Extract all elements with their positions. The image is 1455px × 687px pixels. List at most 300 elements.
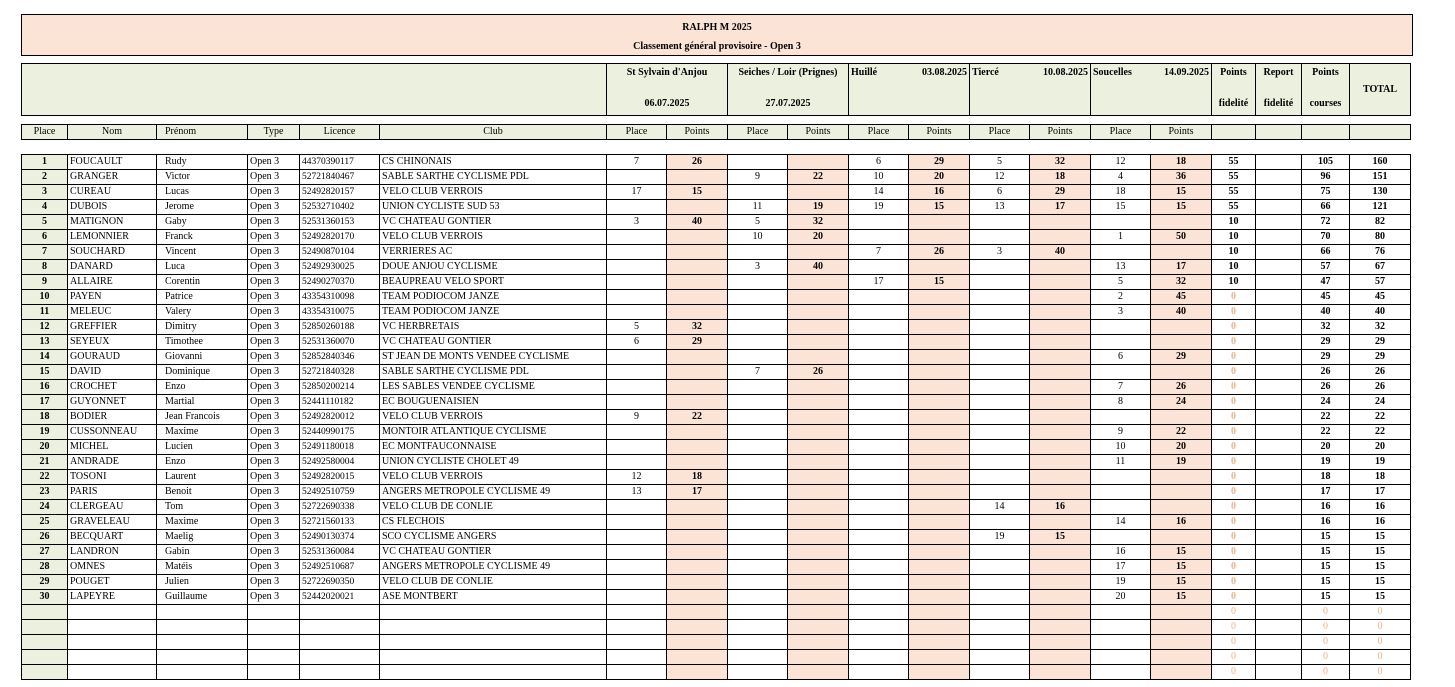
cell-club: ST JEAN DE MONTS VENDEE CYCLISME bbox=[380, 350, 607, 365]
cell-report-fidelite bbox=[1256, 320, 1302, 335]
cell-race-points bbox=[909, 425, 970, 440]
table-row bbox=[22, 320, 1411, 335]
cell-race-points: 32 bbox=[1151, 275, 1212, 290]
table-row bbox=[22, 515, 1411, 530]
cell-total: 32 bbox=[1350, 320, 1411, 335]
cell-club: TEAM PODIOCOM JANZE bbox=[380, 305, 607, 320]
cell-place: 11 bbox=[22, 305, 68, 320]
cell-licence: 52492820157 bbox=[300, 185, 380, 200]
cell-place-empty bbox=[22, 650, 68, 665]
cell-points-courses: 96 bbox=[1302, 170, 1350, 185]
cell-club: ANGERS METROPOLE CYCLISME 49 bbox=[380, 485, 607, 500]
cell-race-place: 17 bbox=[849, 275, 909, 290]
cell-zero: 0 bbox=[1302, 620, 1350, 635]
cell-race-place bbox=[849, 230, 909, 245]
cell-prenom: Victor bbox=[157, 170, 248, 185]
cell-race-points bbox=[667, 380, 728, 395]
cell-race-points bbox=[909, 470, 970, 485]
cell-race-points bbox=[788, 455, 849, 470]
cell-licence: 52490870104 bbox=[300, 245, 380, 260]
cell-empty bbox=[1091, 665, 1151, 680]
cell-empty-points bbox=[909, 605, 970, 620]
spacer-cell bbox=[22, 140, 1411, 155]
cell-total: 24 bbox=[1350, 395, 1411, 410]
cell-points-fidelite: 55 bbox=[1212, 170, 1256, 185]
col-header-race-points: Points bbox=[1030, 125, 1091, 140]
cell-race-points bbox=[667, 290, 728, 305]
cell-points-fidelite: 0 bbox=[1212, 470, 1256, 485]
cell-prenom: Enzo bbox=[157, 380, 248, 395]
cell-club: VELO CLUB VERROIS bbox=[380, 230, 607, 245]
cell-race-place: 10 bbox=[728, 230, 788, 245]
cell-type: Open 3 bbox=[248, 545, 300, 560]
cell-race-place: 6 bbox=[970, 185, 1030, 200]
cell-race-place bbox=[849, 515, 909, 530]
cell-type: Open 3 bbox=[248, 365, 300, 380]
cell-race-place bbox=[728, 380, 788, 395]
col-header-race-points: Points bbox=[667, 125, 728, 140]
cell-nom: SEYEUX bbox=[68, 335, 157, 350]
cell-type: Open 3 bbox=[248, 590, 300, 605]
cell-points-courses: 105 bbox=[1302, 155, 1350, 170]
cell-race-points: 22 bbox=[788, 170, 849, 185]
cell-type: Open 3 bbox=[248, 560, 300, 575]
empty-row bbox=[22, 620, 1411, 635]
col-header-club: Club bbox=[380, 125, 607, 140]
cell-type: Open 3 bbox=[248, 215, 300, 230]
cell-club: SABLE SARTHE CYCLISME PDL bbox=[380, 365, 607, 380]
cell-race-place: 14 bbox=[970, 500, 1030, 515]
cell-empty bbox=[728, 650, 788, 665]
cell-type: Open 3 bbox=[248, 275, 300, 290]
cell-points-courses: 57 bbox=[1302, 260, 1350, 275]
cell-race-points: 29 bbox=[909, 155, 970, 170]
cell-race-place bbox=[849, 380, 909, 395]
cell-race-place: 7 bbox=[728, 365, 788, 380]
cell-licence: 43354310075 bbox=[300, 305, 380, 320]
cell-empty bbox=[248, 635, 300, 650]
cell-nom: POUGET bbox=[68, 575, 157, 590]
cell-report-fidelite bbox=[1256, 155, 1302, 170]
cell-total: 26 bbox=[1350, 365, 1411, 380]
cell-race-place bbox=[728, 545, 788, 560]
cell-points-courses: 24 bbox=[1302, 395, 1350, 410]
cell-race-points bbox=[1030, 395, 1091, 410]
cell-race-place bbox=[970, 365, 1030, 380]
cell-empty bbox=[607, 605, 667, 620]
cell-race-place bbox=[607, 260, 667, 275]
cell-prenom: Giovanni bbox=[157, 350, 248, 365]
table-row bbox=[22, 560, 1411, 575]
cell-points-courses: 45 bbox=[1302, 290, 1350, 305]
cell-licence: 52492820015 bbox=[300, 470, 380, 485]
cell-race-points bbox=[788, 410, 849, 425]
points-fidelite-header: Points fidelité bbox=[1212, 64, 1256, 116]
cell-total: 57 bbox=[1350, 275, 1411, 290]
col-header-blank bbox=[1302, 125, 1350, 140]
cell-race-points bbox=[788, 290, 849, 305]
cell-prenom: Luca bbox=[157, 260, 248, 275]
cell-race-place bbox=[728, 575, 788, 590]
cell-race-points: 15 bbox=[1030, 530, 1091, 545]
cell-empty bbox=[300, 635, 380, 650]
cell-race-points: 32 bbox=[667, 320, 728, 335]
cell-club: VELO CLUB VERROIS bbox=[380, 410, 607, 425]
cell-points-courses: 22 bbox=[1302, 425, 1350, 440]
table-row bbox=[22, 275, 1411, 290]
cell-race-place bbox=[607, 290, 667, 305]
cell-zero: 0 bbox=[1212, 665, 1256, 680]
cell-race-points bbox=[667, 200, 728, 215]
cell-race-points bbox=[1030, 320, 1091, 335]
cell-place: 25 bbox=[22, 515, 68, 530]
cell-race-points: 32 bbox=[1030, 155, 1091, 170]
cell-nom: DANARD bbox=[68, 260, 157, 275]
cell-prenom: Guillaume bbox=[157, 590, 248, 605]
cell-empty-points bbox=[788, 635, 849, 650]
cell-zero: 0 bbox=[1350, 620, 1411, 635]
cell-points-courses: 66 bbox=[1302, 245, 1350, 260]
cell-race-place bbox=[728, 410, 788, 425]
race-2-header: Seiches / Loir (Prignes) 27.07.2025 bbox=[728, 64, 849, 116]
cell-race-points bbox=[1151, 245, 1212, 260]
cell-place-empty bbox=[22, 605, 68, 620]
cell-points-fidelite: 0 bbox=[1212, 515, 1256, 530]
cell-empty bbox=[970, 620, 1030, 635]
cell-empty bbox=[248, 665, 300, 680]
empty-row bbox=[22, 635, 1411, 650]
col-header-race-place: Place bbox=[849, 125, 909, 140]
cell-race-points bbox=[788, 425, 849, 440]
cell-race-points bbox=[909, 410, 970, 425]
cell-race-points bbox=[667, 170, 728, 185]
cell-race-points: 17 bbox=[1030, 200, 1091, 215]
cell-report-fidelite bbox=[1256, 530, 1302, 545]
cell-race-place: 6 bbox=[607, 335, 667, 350]
col-header-race-place: Place bbox=[970, 125, 1030, 140]
cell-nom: DUBOIS bbox=[68, 200, 157, 215]
cell-race-points bbox=[667, 395, 728, 410]
cell-race-points bbox=[909, 320, 970, 335]
cell-licence: 52492580004 bbox=[300, 455, 380, 470]
cell-points-courses: 16 bbox=[1302, 515, 1350, 530]
table-row bbox=[22, 365, 1411, 380]
cell-empty bbox=[970, 665, 1030, 680]
cell-race-place bbox=[849, 440, 909, 455]
cell-race-points bbox=[1151, 470, 1212, 485]
cell-type: Open 3 bbox=[248, 335, 300, 350]
cell-type: Open 3 bbox=[248, 170, 300, 185]
cell-place: 8 bbox=[22, 260, 68, 275]
cell-points-courses: 29 bbox=[1302, 350, 1350, 365]
cell-prenom: Dimitry bbox=[157, 320, 248, 335]
cell-empty bbox=[68, 650, 157, 665]
cell-nom: PARIS bbox=[68, 485, 157, 500]
cell-race-points bbox=[1030, 515, 1091, 530]
cell-empty bbox=[68, 605, 157, 620]
cell-race-points bbox=[909, 590, 970, 605]
cell-empty bbox=[68, 620, 157, 635]
cell-club: VC HERBRETAIS bbox=[380, 320, 607, 335]
cell-race-place bbox=[849, 575, 909, 590]
cell-empty-points bbox=[1151, 635, 1212, 650]
cell-race-points bbox=[667, 515, 728, 530]
cell-race-points: 29 bbox=[667, 335, 728, 350]
cell-licence: 52532710402 bbox=[300, 200, 380, 215]
cell-report-fidelite bbox=[1256, 215, 1302, 230]
cell-report-fidelite bbox=[1256, 500, 1302, 515]
cell-empty bbox=[157, 665, 248, 680]
cell-place: 5 bbox=[22, 215, 68, 230]
cell-race-place bbox=[607, 560, 667, 575]
cell-total: 45 bbox=[1350, 290, 1411, 305]
cell-race-points: 15 bbox=[1151, 560, 1212, 575]
cell-club: VERRIERES AC bbox=[380, 245, 607, 260]
cell-nom: GUYONNET bbox=[68, 395, 157, 410]
cell-points-courses: 70 bbox=[1302, 230, 1350, 245]
cell-empty-points bbox=[1030, 650, 1091, 665]
cell-points-courses: 15 bbox=[1302, 545, 1350, 560]
cell-licence: 44370390117 bbox=[300, 155, 380, 170]
cell-empty bbox=[728, 665, 788, 680]
cell-place: 20 bbox=[22, 440, 68, 455]
cell-race-place bbox=[970, 590, 1030, 605]
cell-race-place bbox=[849, 425, 909, 440]
cell-empty-points bbox=[1151, 650, 1212, 665]
cell-race-place bbox=[970, 455, 1030, 470]
cell-prenom: Gabin bbox=[157, 545, 248, 560]
cell-club: SCO CYCLISME ANGERS bbox=[380, 530, 607, 545]
cell-zero: 0 bbox=[1302, 650, 1350, 665]
cell-points-fidelite: 0 bbox=[1212, 350, 1256, 365]
cell-type: Open 3 bbox=[248, 200, 300, 215]
cell-race-place: 3 bbox=[970, 245, 1030, 260]
cell-race-points bbox=[1030, 560, 1091, 575]
cell-empty bbox=[300, 650, 380, 665]
cell-race-points bbox=[1030, 470, 1091, 485]
col-header-blank bbox=[1256, 125, 1302, 140]
cell-race-place bbox=[607, 515, 667, 530]
cell-type: Open 3 bbox=[248, 320, 300, 335]
cell-nom: DAVID bbox=[68, 365, 157, 380]
report-title-box bbox=[21, 14, 1413, 56]
cell-prenom: Jean Francois bbox=[157, 410, 248, 425]
cell-total: 16 bbox=[1350, 515, 1411, 530]
cell-prenom: Lucas bbox=[157, 185, 248, 200]
cell-prenom: Julien bbox=[157, 575, 248, 590]
col-header-race-points: Points bbox=[788, 125, 849, 140]
cell-race-place bbox=[607, 170, 667, 185]
cell-empty-points bbox=[788, 665, 849, 680]
cell-points-fidelite: 10 bbox=[1212, 230, 1256, 245]
cell-report-fidelite bbox=[1256, 425, 1302, 440]
cell-race-points bbox=[1151, 215, 1212, 230]
cell-race-place bbox=[849, 455, 909, 470]
cell-race-points bbox=[909, 530, 970, 545]
cell-club: VELO CLUB DE CONLIE bbox=[380, 575, 607, 590]
cell-type: Open 3 bbox=[248, 290, 300, 305]
cell-empty bbox=[380, 635, 607, 650]
cell-race-points bbox=[667, 560, 728, 575]
cell-race-points bbox=[667, 440, 728, 455]
cell-race-place bbox=[607, 230, 667, 245]
cell-race-place bbox=[849, 350, 909, 365]
cell-place: 10 bbox=[22, 290, 68, 305]
cell-report-fidelite bbox=[1256, 410, 1302, 425]
report-title: RALPH M 2025 bbox=[682, 22, 752, 33]
cell-type: Open 3 bbox=[248, 470, 300, 485]
cell-licence: 52722690350 bbox=[300, 575, 380, 590]
cell-club: DOUE ANJOU CYCLISME bbox=[380, 260, 607, 275]
cell-race-place bbox=[970, 260, 1030, 275]
cell-empty bbox=[1256, 605, 1302, 620]
cell-race-place bbox=[728, 485, 788, 500]
cell-race-points bbox=[1030, 485, 1091, 500]
cell-empty bbox=[970, 635, 1030, 650]
cell-empty bbox=[300, 665, 380, 680]
cell-total: 19 bbox=[1350, 455, 1411, 470]
cell-club: ANGERS METROPOLE CYCLISME 49 bbox=[380, 560, 607, 575]
cell-race-points bbox=[909, 500, 970, 515]
table-row bbox=[22, 245, 1411, 260]
cell-licence: 52490270370 bbox=[300, 275, 380, 290]
col-header-type: Type bbox=[248, 125, 300, 140]
cell-place: 19 bbox=[22, 425, 68, 440]
cell-race-place: 11 bbox=[1091, 455, 1151, 470]
cell-report-fidelite bbox=[1256, 230, 1302, 245]
cell-total: 15 bbox=[1350, 560, 1411, 575]
cell-empty bbox=[1091, 635, 1151, 650]
cell-report-fidelite bbox=[1256, 305, 1302, 320]
cell-report-fidelite bbox=[1256, 290, 1302, 305]
cell-prenom: Tom bbox=[157, 500, 248, 515]
cell-race-place bbox=[728, 185, 788, 200]
cell-race-place bbox=[607, 395, 667, 410]
cell-licence: 52850200214 bbox=[300, 380, 380, 395]
cell-empty bbox=[1256, 665, 1302, 680]
cell-race-place: 12 bbox=[1091, 155, 1151, 170]
cell-empty bbox=[607, 650, 667, 665]
cell-total: 15 bbox=[1350, 575, 1411, 590]
cell-race-points bbox=[1151, 320, 1212, 335]
cell-club: CS FLECHOIS bbox=[380, 515, 607, 530]
cell-empty bbox=[1091, 605, 1151, 620]
cell-race-points bbox=[788, 575, 849, 590]
cell-race-place bbox=[607, 455, 667, 470]
cell-points-courses: 32 bbox=[1302, 320, 1350, 335]
table-row bbox=[22, 185, 1411, 200]
cell-race-place bbox=[607, 425, 667, 440]
cell-race-points: 15 bbox=[909, 200, 970, 215]
cell-nom: FOUCAULT bbox=[68, 155, 157, 170]
cell-total: 22 bbox=[1350, 425, 1411, 440]
cell-race-points bbox=[1030, 335, 1091, 350]
cell-total: 80 bbox=[1350, 230, 1411, 245]
cell-zero: 0 bbox=[1212, 650, 1256, 665]
cell-race-place bbox=[849, 530, 909, 545]
cell-race-points: 40 bbox=[667, 215, 728, 230]
cell-race-points: 16 bbox=[909, 185, 970, 200]
cell-prenom: Dominique bbox=[157, 365, 248, 380]
cell-race-place: 9 bbox=[1091, 425, 1151, 440]
table-row bbox=[22, 305, 1411, 320]
col-header-place: Place bbox=[22, 125, 68, 140]
cell-race-points: 20 bbox=[909, 170, 970, 185]
cell-points-courses: 15 bbox=[1302, 590, 1350, 605]
cell-race-place bbox=[607, 305, 667, 320]
cell-points-courses: 19 bbox=[1302, 455, 1350, 470]
cell-total: 130 bbox=[1350, 185, 1411, 200]
cell-points-courses: 29 bbox=[1302, 335, 1350, 350]
cell-race-place bbox=[607, 200, 667, 215]
cell-zero: 0 bbox=[1350, 650, 1411, 665]
cell-prenom: Laurent bbox=[157, 470, 248, 485]
cell-race-place: 13 bbox=[1091, 260, 1151, 275]
cell-total: 17 bbox=[1350, 485, 1411, 500]
cell-empty bbox=[300, 620, 380, 635]
cell-place: 7 bbox=[22, 245, 68, 260]
cell-licence: 52492930025 bbox=[300, 260, 380, 275]
cell-empty bbox=[248, 605, 300, 620]
cell-nom: GRANGER bbox=[68, 170, 157, 185]
cell-total: 151 bbox=[1350, 170, 1411, 185]
cell-place: 18 bbox=[22, 410, 68, 425]
cell-race-points: 26 bbox=[667, 155, 728, 170]
col-header-licence: Licence bbox=[300, 125, 380, 140]
cell-race-place: 5 bbox=[728, 215, 788, 230]
cell-race-place: 4 bbox=[1091, 170, 1151, 185]
cell-licence: 52531360084 bbox=[300, 545, 380, 560]
cell-race-points: 15 bbox=[1151, 185, 1212, 200]
race-4-header: Tiercé 10.08.2025 bbox=[970, 64, 1091, 116]
cell-race-points: 18 bbox=[1151, 155, 1212, 170]
cell-race-place bbox=[1091, 245, 1151, 260]
cell-points-fidelite: 55 bbox=[1212, 200, 1256, 215]
cell-race-place: 7 bbox=[849, 245, 909, 260]
cell-nom: GRAVELEAU bbox=[68, 515, 157, 530]
cell-race-points bbox=[667, 305, 728, 320]
cell-race-points bbox=[1151, 410, 1212, 425]
cell-zero: 0 bbox=[1302, 665, 1350, 680]
cell-race-place bbox=[1091, 365, 1151, 380]
cell-race-points bbox=[1030, 545, 1091, 560]
cell-nom: CUSSONNEAU bbox=[68, 425, 157, 440]
cell-race-place bbox=[849, 470, 909, 485]
cell-race-place bbox=[970, 215, 1030, 230]
cell-club: EC BOUGUENAISIEN bbox=[380, 395, 607, 410]
cell-licence: 52850260188 bbox=[300, 320, 380, 335]
report-subtitle: Classement général provisoire - Open 3 bbox=[633, 41, 801, 52]
cell-nom: TOSONI bbox=[68, 470, 157, 485]
cell-race-points: 17 bbox=[667, 485, 728, 500]
cell-race-place bbox=[970, 350, 1030, 365]
cell-empty bbox=[1091, 650, 1151, 665]
cell-race-points bbox=[667, 365, 728, 380]
cell-race-place: 1 bbox=[1091, 230, 1151, 245]
cell-place: 3 bbox=[22, 185, 68, 200]
cell-race-points bbox=[788, 245, 849, 260]
cell-race-place bbox=[849, 410, 909, 425]
cell-race-points bbox=[1030, 440, 1091, 455]
cell-type: Open 3 bbox=[248, 425, 300, 440]
cell-licence: 52442020021 bbox=[300, 590, 380, 605]
cell-race-place bbox=[728, 560, 788, 575]
cell-race-points: 15 bbox=[1151, 590, 1212, 605]
cell-empty-points bbox=[1030, 665, 1091, 680]
cell-race-place bbox=[970, 425, 1030, 440]
cell-race-place bbox=[970, 440, 1030, 455]
cell-race-place: 5 bbox=[607, 320, 667, 335]
